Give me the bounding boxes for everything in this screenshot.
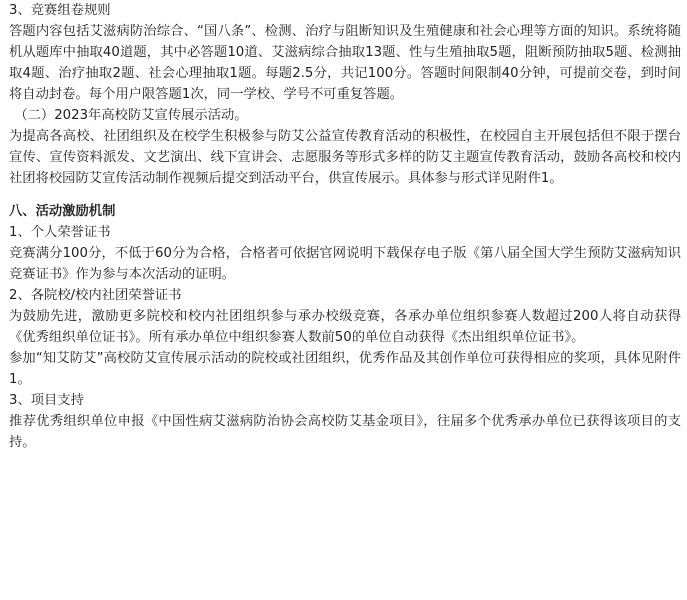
project-support-heading: 3、项目支持 [9,393,84,408]
activity-heading: （二）2023年高校防艾宣传展示活动。 [14,108,248,123]
institution-certificate-heading: 2、各院校/校内社团荣誉证书 [9,288,182,303]
personal-certificate-description: 竞赛满分100分，不低于60分为合格，合格者可依据官网说明下载保存电子版《第八届全国大学生预防艾滋病知识竞赛证书》作为参与本次活动的证明。 [9,246,681,282]
project-support-description: 推荐优秀组织单位申报《中国性病艾滋病防治协会高校防艾基金项目》，往届多个优秀承办单位已获得该项目的支持。 [9,414,681,450]
document-body [9,0,681,453]
activity-description: 为提高各高校、社团组织及在校学生积极参与防艾公益宣传教育活动的积极性，在校园自主开展包括但不限于摆台宣传、宣传资料派发、文艺演出、线下宣讲会、志愿服务等形式多样的防艾主题宣传教育活动，鼓励各高校和校内社团将校园防艾宣传活动制作视频后提交到活动平台，供宣传展示。具体参与形式详见附件1。 [9,129,681,186]
institution-certificate-description: 为鼓励先进，激励更多院校和校内社团组织参与承办校级竞赛，各承办单位组织参赛人数超过200人将自动获得《优秀组织单位证书》。所有承办单位中组织参赛人数前50的单位自动获得《杰出组织单位证书》。 [9,309,681,345]
section-heading-incentives: 八、活动激励机制 [9,204,116,219]
rule-description: 答题内容包括艾滋病防治综合、“国八条”、检测、治疗与阻断知识及生殖健康和社会心理等方面的知识。系统将随机从题库中抽取40道题，其中必答题10道、艾滋病综合抽取13题、性与生殖抽取5题，阻断预防抽取5题、检测抽取4题、治疗抽取2题、社会心理抽取1题。每题2.5分，共记100分。答题时间限制40分钟，可提前交卷，到时间将自动封卷。每个用户限答题1次，同一学校、学号不可重复答题。 [9,24,681,102]
personal-certificate-heading: 1、个人荣誉证书 [9,225,111,240]
showcase-award-description: 参加“知艾防艾”高校防艾宣传展示活动的院校或社团组织，优秀作品及其创作单位可获得相应的奖项，具体见附件1。 [9,351,681,387]
rule-heading: 3、竞赛组卷规则 [9,3,111,18]
